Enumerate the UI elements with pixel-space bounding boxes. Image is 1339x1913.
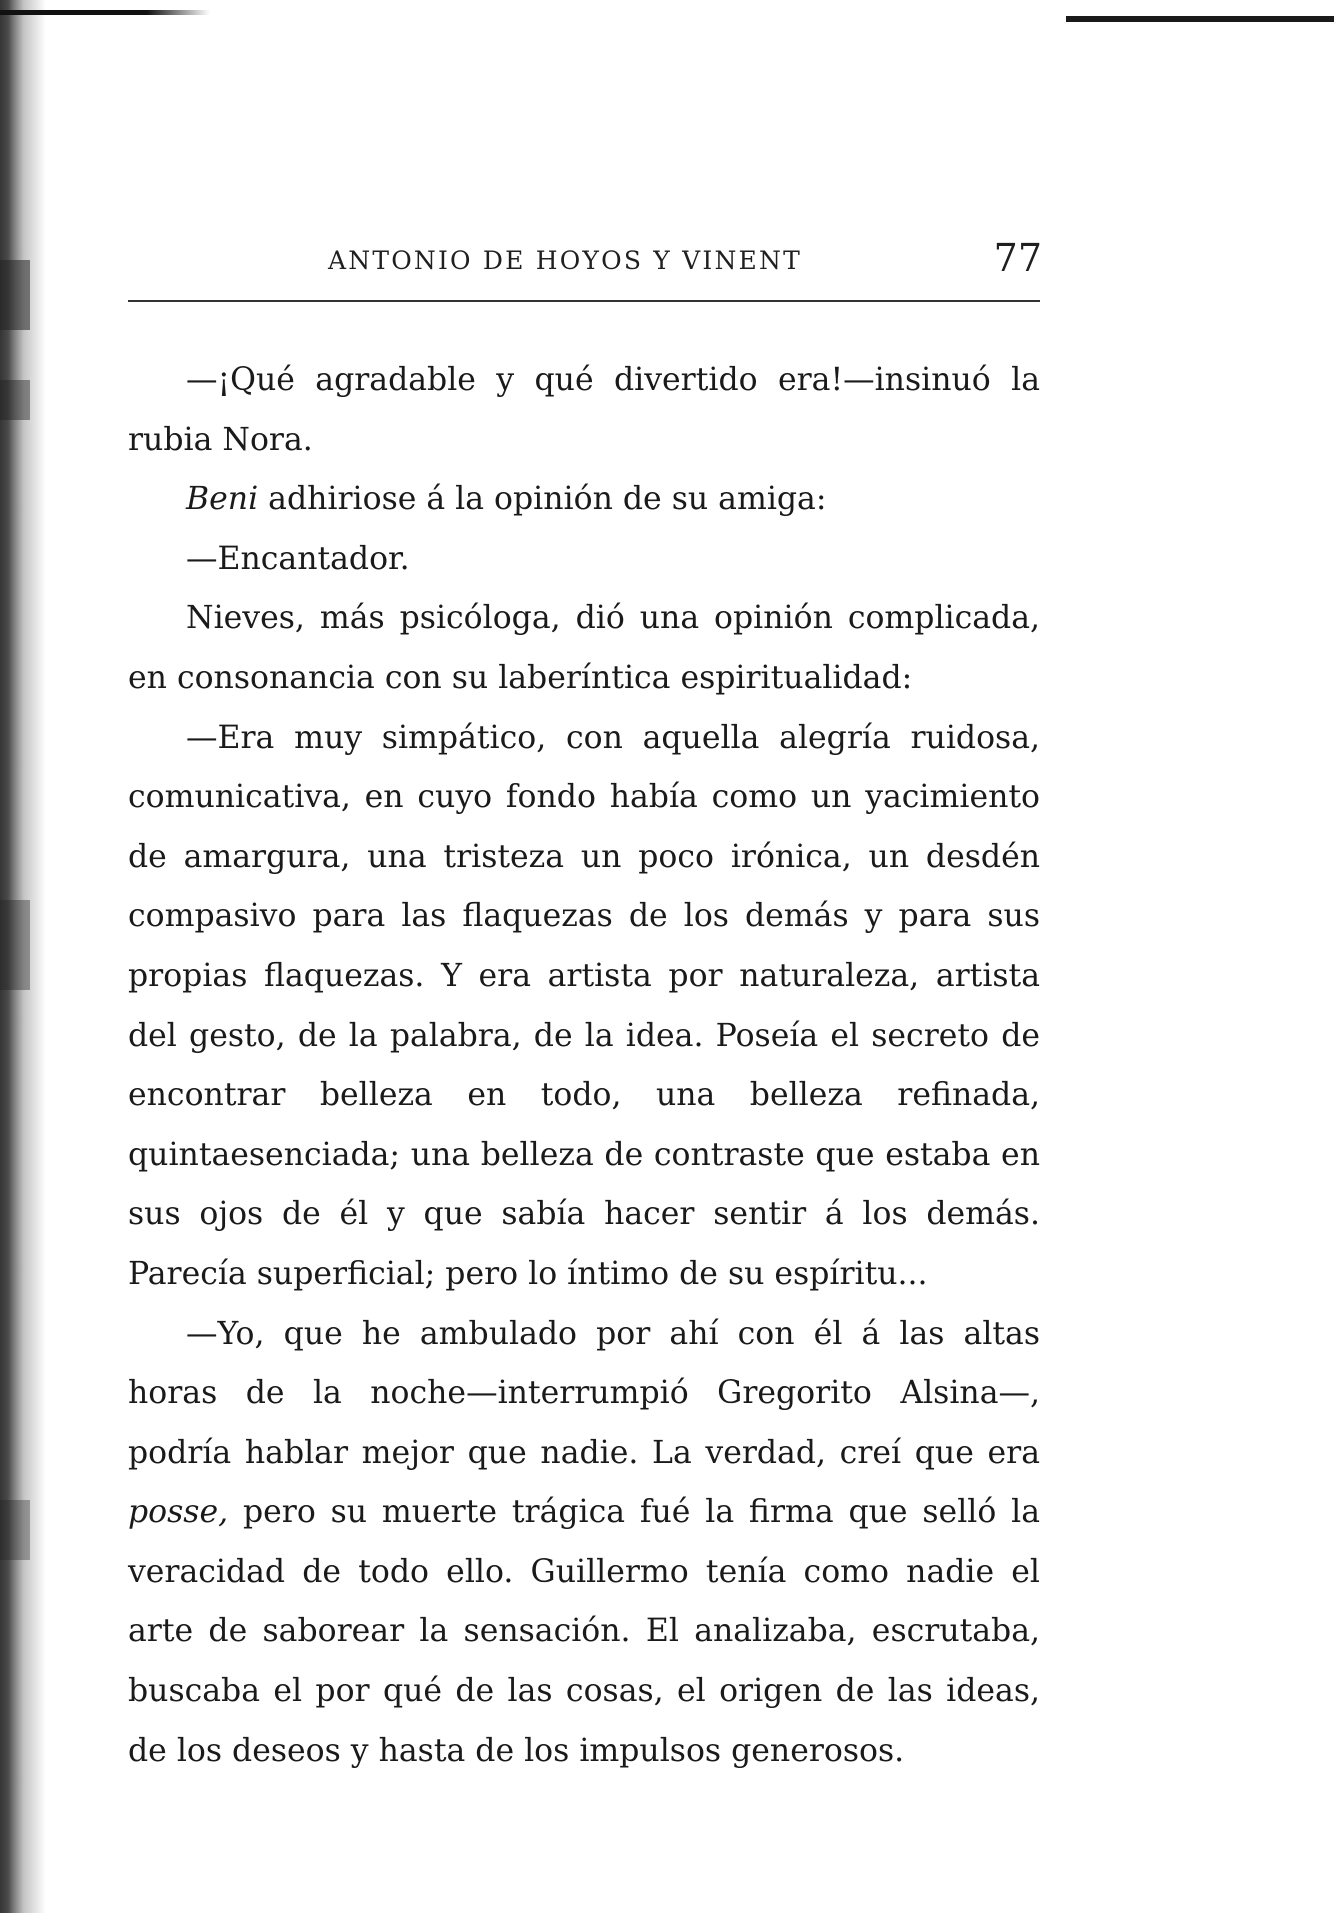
binding-speck bbox=[0, 1500, 30, 1560]
running-title: ANTONIO DE HOYOS Y VINENT bbox=[328, 246, 802, 275]
paragraph-italic-text: posse, bbox=[128, 1494, 229, 1531]
paragraph bbox=[128, 470, 1040, 530]
paragraph-text: —Era muy simpático, con aquella alegría ruidosa, comunicativa, en cuyo fondo había como un yacimiento de amargura, una tristeza un poco irónica, un desdén compasivo para las flaquezas de los demás y para sus propias flaquezas. Y era artista por naturaleza, artista del gesto, de la palabra, de la idea. Poseía el secreto de encontrar belleza en todo, una belleza refinada, quintaesenciada; una belleza de contraste que estaba en sus ojos de él y que sabía hacer sentir á los demás. Parecía superficial; pero lo íntimo de su espíritu... bbox=[128, 719, 1040, 1292]
paragraph bbox=[128, 351, 1040, 470]
paragraph-text: —Yo, que he ambulado por ahí con él á las altas horas de la noche—interrumpió Gregorito Alsina—, podría hablar mejor que nadie. La verdad, creí que era bbox=[128, 1315, 1040, 1471]
binding-speck bbox=[0, 260, 30, 330]
paragraph bbox=[128, 709, 1040, 1305]
paragraph-text: adhiriose á la opinión de su amiga: bbox=[258, 481, 827, 518]
paragraph bbox=[128, 530, 1040, 590]
paragraph-text: —¡Qué agradable y qué divertido era!—insinuó la rubia Nora. bbox=[128, 362, 1040, 458]
paragraph-italic-text: Beni bbox=[186, 481, 259, 518]
book-page bbox=[128, 236, 1042, 1769]
page-number: 77 bbox=[993, 236, 1042, 280]
paragraph-text: Nieves, más psicóloga, dió una opinión complicada, en consonancia con su laberíntica espiritualidad: bbox=[128, 600, 1040, 696]
paragraph-text: pero su muerte trágica fué la firma que selló la veracidad de todo ello. Guillermo tenía como nadie el arte de saborear la sensación. El analizaba, escrutaba, buscaba el por qué de las cosas, el origen de las ideas, de los deseos y hasta de los impulsos generosos. bbox=[128, 1494, 1040, 1769]
binding-speck bbox=[0, 900, 30, 990]
running-head bbox=[128, 236, 1040, 286]
paragraph bbox=[128, 589, 1040, 708]
binding-speck bbox=[0, 380, 30, 420]
scan-edge-rule-left bbox=[0, 10, 210, 15]
body-text bbox=[128, 351, 1040, 1781]
header-rule bbox=[128, 300, 1040, 302]
paragraph-text: —Encantador. bbox=[186, 540, 410, 577]
scan-edge-rule-right bbox=[1066, 16, 1334, 22]
paragraph bbox=[128, 1305, 1040, 1782]
